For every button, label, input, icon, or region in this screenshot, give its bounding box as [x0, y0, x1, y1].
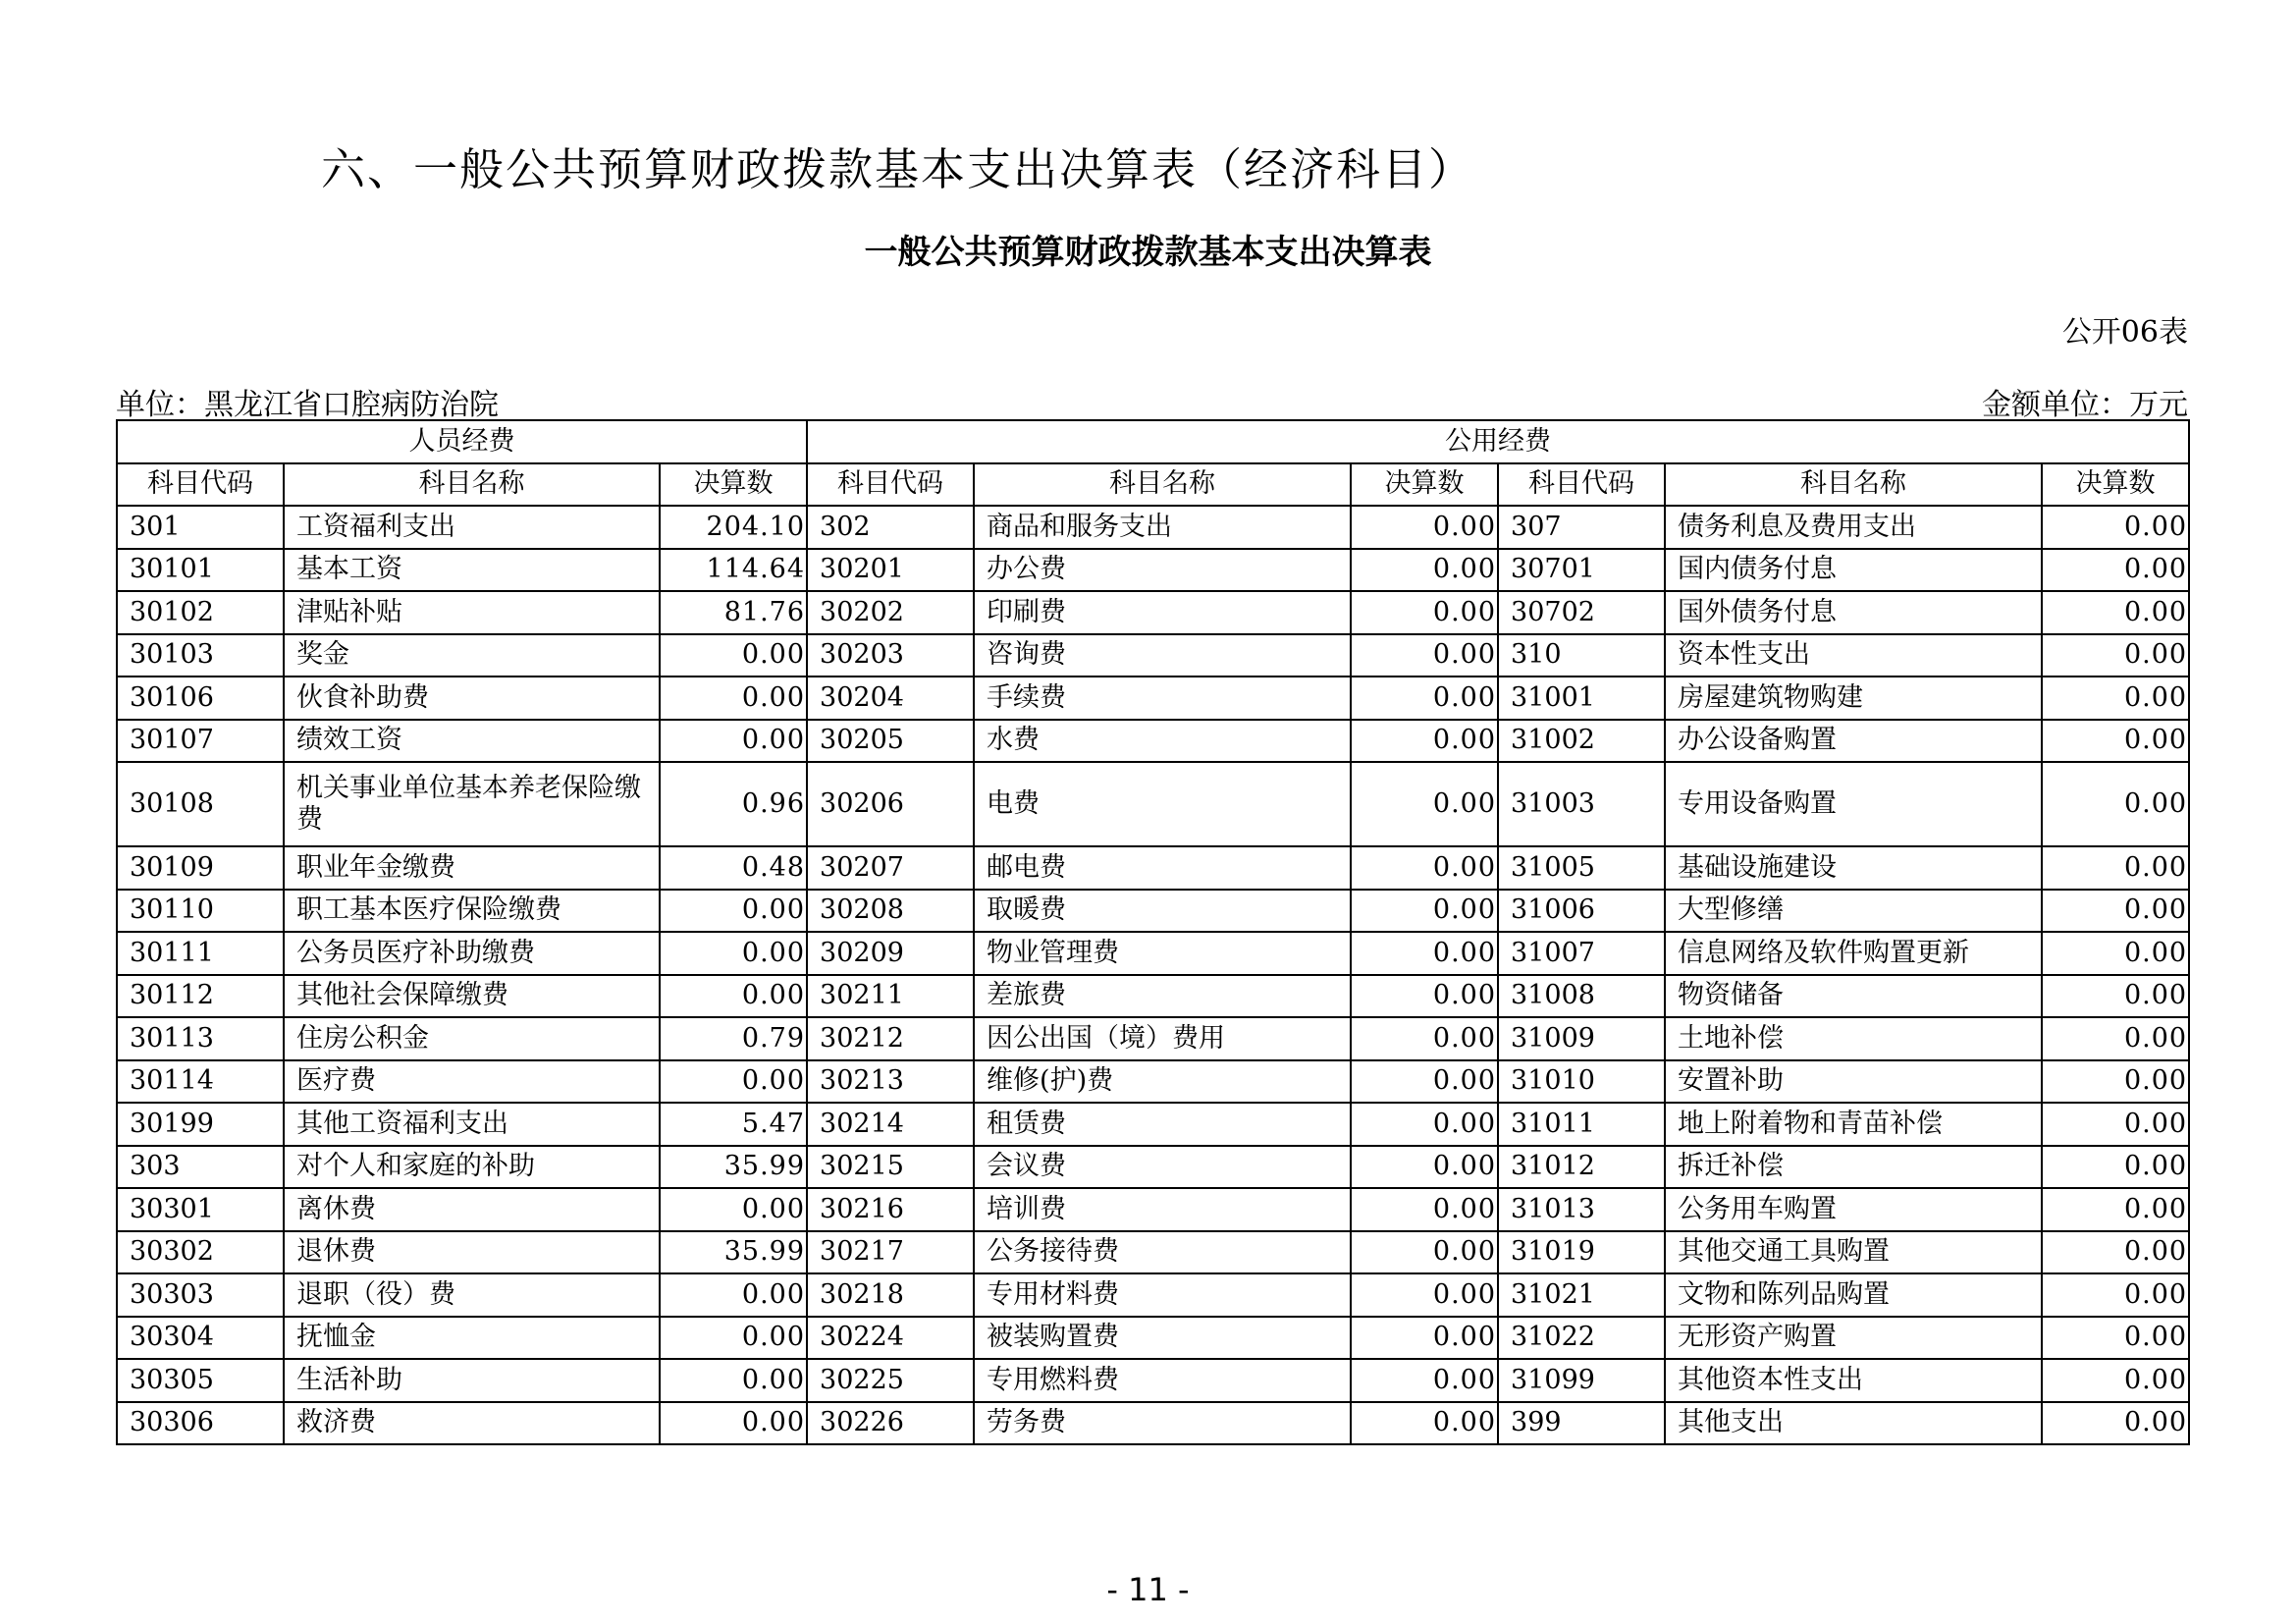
- cell-name: 伙食补助费: [284, 677, 660, 720]
- cell-name: 办公费: [974, 549, 1351, 592]
- cell-amount: 35.99: [660, 1146, 807, 1189]
- table-row: [117, 1359, 2189, 1402]
- table-row: [117, 762, 2189, 846]
- cell-amount: 0.00: [1351, 1188, 1498, 1231]
- cell-amount: 0.00: [1351, 1273, 1498, 1317]
- cell-code: 30207: [807, 846, 974, 890]
- cell-code: 30199: [117, 1103, 284, 1146]
- cell-amount: 0.00: [1351, 720, 1498, 763]
- cell-name: 手续费: [974, 677, 1351, 720]
- col-header-code: 科目代码: [117, 463, 284, 507]
- cell-amount: 0.00: [2042, 846, 2189, 890]
- cell-code: 30303: [117, 1273, 284, 1317]
- cell-amount: 0.00: [1351, 1359, 1498, 1402]
- cell-code: 31006: [1498, 890, 1665, 933]
- col-header-code: 科目代码: [1498, 463, 1665, 507]
- cell-name: 会议费: [974, 1146, 1351, 1189]
- cell-name: 大型修缮: [1665, 890, 2042, 933]
- cell-code: 30201: [807, 549, 974, 592]
- cell-name: 地上附着物和青苗补偿: [1665, 1103, 2042, 1146]
- cell-amount: 0.00: [1351, 975, 1498, 1018]
- cell-name: 津贴补贴: [284, 591, 660, 634]
- cell-amount: 0.00: [660, 677, 807, 720]
- cell-code: 31001: [1498, 677, 1665, 720]
- cell-amount: 35.99: [660, 1231, 807, 1274]
- cell-name: 咨询费: [974, 634, 1351, 677]
- cell-code: 30211: [807, 975, 974, 1018]
- table-row: [117, 1231, 2189, 1274]
- cell-name: 基础设施建设: [1665, 846, 2042, 890]
- cell-amount: 0.00: [2042, 1402, 2189, 1445]
- cell-name: 土地补偿: [1665, 1017, 2042, 1060]
- cell-name: 退休费: [284, 1231, 660, 1274]
- cell-code: 30209: [807, 932, 974, 975]
- table-row: [117, 1273, 2189, 1317]
- cell-amount: 0.00: [1351, 1060, 1498, 1104]
- cell-code: 30304: [117, 1317, 284, 1360]
- cell-name: 安置补助: [1665, 1060, 2042, 1104]
- cell-name: 债务利息及费用支出: [1665, 506, 2042, 549]
- cell-code: 30205: [807, 720, 974, 763]
- cell-amount: 0.96: [660, 762, 807, 846]
- cell-name: 维修(护)费: [974, 1060, 1351, 1104]
- cell-name: 专用材料费: [974, 1273, 1351, 1317]
- cell-name: 劳务费: [974, 1402, 1351, 1445]
- cell-name: 救济费: [284, 1402, 660, 1445]
- cell-code: 30204: [807, 677, 974, 720]
- table-row: [117, 1402, 2189, 1445]
- cell-name: 抚恤金: [284, 1317, 660, 1360]
- cell-name: 房屋建筑物购建: [1665, 677, 2042, 720]
- cell-name: 生活补助: [284, 1359, 660, 1402]
- cell-amount: 0.00: [1351, 506, 1498, 549]
- cell-name: 对个人和家庭的补助: [284, 1146, 660, 1189]
- cell-amount: 81.76: [660, 591, 807, 634]
- cell-name: 绩效工资: [284, 720, 660, 763]
- cell-amount: 0.00: [2042, 1359, 2189, 1402]
- cell-amount: 0.00: [1351, 1017, 1498, 1060]
- cell-code: 30110: [117, 890, 284, 933]
- cell-name: 水费: [974, 720, 1351, 763]
- cell-amount: 0.00: [1351, 677, 1498, 720]
- cell-name: 国内债务付息: [1665, 549, 2042, 592]
- cell-code: 30101: [117, 549, 284, 592]
- cell-amount: 0.00: [660, 932, 807, 975]
- table-row: [117, 1146, 2189, 1189]
- unit-label: 单位：黑龙江省口腔病防治院: [116, 388, 499, 422]
- cell-name: 商品和服务支出: [974, 506, 1351, 549]
- cell-name: 印刷费: [974, 591, 1351, 634]
- cell-code: 31019: [1498, 1231, 1665, 1274]
- cell-name: 公务接待费: [974, 1231, 1351, 1274]
- cell-code: 30107: [117, 720, 284, 763]
- cell-code: 30103: [117, 634, 284, 677]
- table-row: [117, 1017, 2189, 1060]
- cell-name: 国外债务付息: [1665, 591, 2042, 634]
- cell-amount: 0.00: [1351, 1146, 1498, 1189]
- table-title: 一般公共预算财政拨款基本支出决算表: [864, 233, 1432, 272]
- cell-code: 30301: [117, 1188, 284, 1231]
- col-header-amount: 决算数: [660, 463, 807, 507]
- cell-name: 取暖费: [974, 890, 1351, 933]
- cell-amount: 0.00: [660, 1402, 807, 1445]
- cell-name: 资本性支出: [1665, 634, 2042, 677]
- cell-code: 30225: [807, 1359, 974, 1402]
- col-header-name: 科目名称: [974, 463, 1351, 507]
- cell-amount: 0.00: [2042, 932, 2189, 975]
- cell-code: 303: [117, 1146, 284, 1189]
- table-row: [117, 1060, 2189, 1104]
- cell-amount: 0.00: [2042, 762, 2189, 846]
- cell-amount: 0.00: [1351, 890, 1498, 933]
- cell-name: 奖金: [284, 634, 660, 677]
- cell-name: 培训费: [974, 1188, 1351, 1231]
- cell-code: 30226: [807, 1402, 974, 1445]
- cell-amount: 0.00: [660, 890, 807, 933]
- cell-code: 30302: [117, 1231, 284, 1274]
- cell-code: 31011: [1498, 1103, 1665, 1146]
- cell-code: 399: [1498, 1402, 1665, 1445]
- col-header-code: 科目代码: [807, 463, 974, 507]
- col-header-amount: 决算数: [1351, 463, 1498, 507]
- cell-name: 专用设备购置: [1665, 762, 2042, 846]
- cell-amount: 0.00: [1351, 1103, 1498, 1146]
- cell-code: 31012: [1498, 1146, 1665, 1189]
- cell-name: 被装购置费: [974, 1317, 1351, 1360]
- table-row: [117, 720, 2189, 763]
- cell-code: 31009: [1498, 1017, 1665, 1060]
- cell-amount: 0.00: [1351, 634, 1498, 677]
- cell-name: 住房公积金: [284, 1017, 660, 1060]
- cell-amount: 0.00: [2042, 634, 2189, 677]
- table-row: [117, 634, 2189, 677]
- form-code: 公开06表: [2061, 315, 2188, 350]
- cell-name: 拆迁补偿: [1665, 1146, 2042, 1189]
- column-header-row: [117, 463, 2189, 507]
- cell-amount: 0.00: [1351, 1402, 1498, 1445]
- cell-amount: 0.00: [1351, 762, 1498, 846]
- cell-code: 30202: [807, 591, 974, 634]
- amount-unit-label: 金额单位：万元: [1982, 388, 2188, 422]
- cell-amount: 0.79: [660, 1017, 807, 1060]
- cell-code: 31007: [1498, 932, 1665, 975]
- table-row: [117, 1317, 2189, 1360]
- cell-code: 31008: [1498, 975, 1665, 1018]
- cell-code: 30102: [117, 591, 284, 634]
- cell-name: 邮电费: [974, 846, 1351, 890]
- cell-name: 公务员医疗补助缴费: [284, 932, 660, 975]
- cell-code: 30111: [117, 932, 284, 975]
- cell-code: 301: [117, 506, 284, 549]
- cell-code: 30306: [117, 1402, 284, 1445]
- cell-amount: 0.00: [2042, 591, 2189, 634]
- cell-code: 30702: [1498, 591, 1665, 634]
- cell-code: 30113: [117, 1017, 284, 1060]
- cell-code: 30212: [807, 1017, 974, 1060]
- table-body: [117, 506, 2189, 1444]
- cell-name: 差旅费: [974, 975, 1351, 1018]
- cell-name: 专用燃料费: [974, 1359, 1351, 1402]
- cell-code: 30216: [807, 1188, 974, 1231]
- cell-code: 307: [1498, 506, 1665, 549]
- cell-code: 31099: [1498, 1359, 1665, 1402]
- cell-amount: 0.00: [1351, 591, 1498, 634]
- cell-name: 无形资产购置: [1665, 1317, 2042, 1360]
- col-header-amount: 决算数: [2042, 463, 2189, 507]
- cell-amount: 0.00: [660, 1273, 807, 1317]
- cell-amount: 5.47: [660, 1103, 807, 1146]
- cell-amount: 0.00: [660, 634, 807, 677]
- table-row: [117, 1188, 2189, 1231]
- cell-amount: 0.00: [1351, 932, 1498, 975]
- cell-code: 30218: [807, 1273, 974, 1317]
- expenditure-table: [116, 419, 2190, 1445]
- cell-amount: 0.00: [2042, 1273, 2189, 1317]
- cell-amount: 0.00: [660, 975, 807, 1018]
- cell-code: 30213: [807, 1060, 974, 1104]
- cell-name: 离休费: [284, 1188, 660, 1231]
- cell-amount: 0.00: [660, 1317, 807, 1360]
- cell-code: 30214: [807, 1103, 974, 1146]
- cell-name: 公务用车购置: [1665, 1188, 2042, 1231]
- cell-amount: 0.00: [1351, 846, 1498, 890]
- cell-name: 医疗费: [284, 1060, 660, 1104]
- col-header-name: 科目名称: [284, 463, 660, 507]
- cell-amount: 0.00: [1351, 1231, 1498, 1274]
- col-header-name: 科目名称: [1665, 463, 2042, 507]
- public-expenses-header: 公用经费: [807, 420, 2189, 463]
- cell-amount: 0.00: [2042, 720, 2189, 763]
- cell-name: 其他社会保障缴费: [284, 975, 660, 1018]
- cell-name: 因公出国（境）费用: [974, 1017, 1351, 1060]
- cell-code: 30109: [117, 846, 284, 890]
- cell-name: 文物和陈列品购置: [1665, 1273, 2042, 1317]
- table-row: [117, 975, 2189, 1018]
- cell-code: 31021: [1498, 1273, 1665, 1317]
- cell-amount: 114.64: [660, 549, 807, 592]
- cell-code: 30106: [117, 677, 284, 720]
- cell-amount: 0.00: [2042, 549, 2189, 592]
- cell-code: 31010: [1498, 1060, 1665, 1104]
- cell-code: 30108: [117, 762, 284, 846]
- table-row: [117, 1103, 2189, 1146]
- cell-code: 310: [1498, 634, 1665, 677]
- cell-amount: 0.00: [2042, 975, 2189, 1018]
- cell-name: 职工基本医疗保险缴费: [284, 890, 660, 933]
- cell-amount: 0.00: [2042, 677, 2189, 720]
- cell-name: 其他交通工具购置: [1665, 1231, 2042, 1274]
- cell-amount: 0.00: [2042, 1017, 2189, 1060]
- cell-code: 31022: [1498, 1317, 1665, 1360]
- cell-amount: 0.00: [660, 1359, 807, 1402]
- table-row: [117, 890, 2189, 933]
- cell-amount: 0.00: [2042, 1060, 2189, 1104]
- cell-amount: 0.00: [1351, 549, 1498, 592]
- cell-code: 30305: [117, 1359, 284, 1402]
- cell-name: 工资福利支出: [284, 506, 660, 549]
- table-row: [117, 591, 2189, 634]
- cell-name: 信息网络及软件购置更新: [1665, 932, 2042, 975]
- cell-amount: 204.10: [660, 506, 807, 549]
- cell-amount: 0.00: [1351, 1317, 1498, 1360]
- cell-code: 30206: [807, 762, 974, 846]
- table-row: [117, 549, 2189, 592]
- cell-name: 电费: [974, 762, 1351, 846]
- cell-name: 机关事业单位基本养老保险缴费: [284, 762, 660, 846]
- cell-code: 31003: [1498, 762, 1665, 846]
- cell-name: 办公设备购置: [1665, 720, 2042, 763]
- cell-amount: 0.00: [660, 720, 807, 763]
- cell-code: 30208: [807, 890, 974, 933]
- cell-name: 其他支出: [1665, 1402, 2042, 1445]
- cell-amount: 0.00: [2042, 1188, 2189, 1231]
- cell-amount: 0.00: [660, 1188, 807, 1231]
- cell-code: 31002: [1498, 720, 1665, 763]
- cell-amount: 0.00: [2042, 1231, 2189, 1274]
- cell-name: 其他工资福利支出: [284, 1103, 660, 1146]
- cell-code: 31013: [1498, 1188, 1665, 1231]
- cell-name: 退职（役）费: [284, 1273, 660, 1317]
- cell-code: 30701: [1498, 549, 1665, 592]
- cell-amount: 0.48: [660, 846, 807, 890]
- cell-code: 30224: [807, 1317, 974, 1360]
- table-row: [117, 846, 2189, 890]
- cell-name: 职业年金缴费: [284, 846, 660, 890]
- cell-amount: 0.00: [2042, 1146, 2189, 1189]
- page-title: 六、一般公共预算财政拨款基本支出决算表（经济科目）: [321, 143, 1475, 195]
- group-header-row: [117, 420, 2189, 463]
- table-row: [117, 506, 2189, 549]
- cell-amount: 0.00: [2042, 1103, 2189, 1146]
- cell-code: 30217: [807, 1231, 974, 1274]
- cell-code: 302: [807, 506, 974, 549]
- cell-name: 基本工资: [284, 549, 660, 592]
- page-number: - 11 -: [1106, 1571, 1190, 1608]
- cell-code: 30112: [117, 975, 284, 1018]
- cell-code: 31005: [1498, 846, 1665, 890]
- table-row: [117, 932, 2189, 975]
- cell-name: 物资储备: [1665, 975, 2042, 1018]
- cell-code: 30203: [807, 634, 974, 677]
- cell-amount: 0.00: [2042, 890, 2189, 933]
- table-row: [117, 677, 2189, 720]
- cell-name: 租赁费: [974, 1103, 1351, 1146]
- personnel-expenses-header: 人员经费: [117, 420, 807, 463]
- cell-name: 其他资本性支出: [1665, 1359, 2042, 1402]
- cell-code: 30114: [117, 1060, 284, 1104]
- cell-amount: 0.00: [660, 1060, 807, 1104]
- cell-amount: 0.00: [2042, 1317, 2189, 1360]
- cell-code: 30215: [807, 1146, 974, 1189]
- cell-name: 物业管理费: [974, 932, 1351, 975]
- cell-amount: 0.00: [2042, 506, 2189, 549]
